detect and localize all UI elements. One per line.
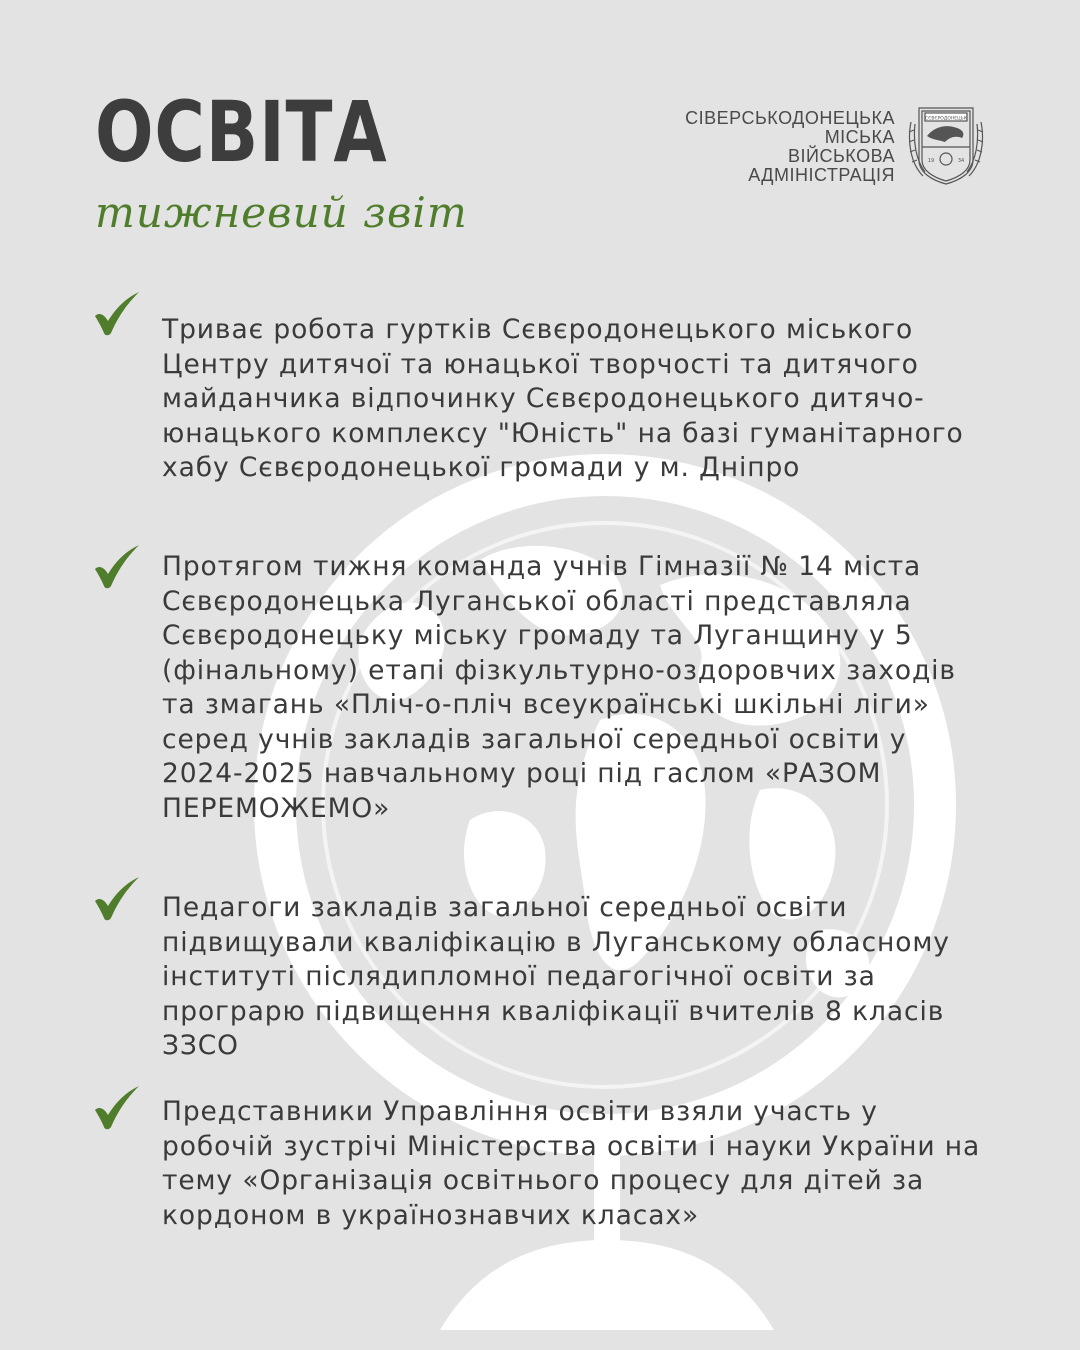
- checkmark-icon: [92, 290, 142, 336]
- emblem-year-left: 19: [927, 158, 935, 164]
- checkmark-icon: [92, 875, 142, 921]
- checkmark-icon: [92, 1084, 142, 1130]
- checkmark-icon: [92, 543, 142, 589]
- list-item-text: Педагоги закладів загальної середньої освіти підвищували кваліфікацію в Луганському обласному інституті післядипломної педагогічної освіти за програрю підвищення кваліфікації вчителів 8 класів ЗЗСО: [162, 892, 950, 1061]
- organization-name-line: СІВЕРСЬКОДОНЕЦЬКА: [685, 108, 895, 128]
- organization-name-line: АДМІНІСТРАЦІЯ: [748, 165, 895, 185]
- city-coat-of-arms-icon: [905, 102, 987, 188]
- list-item-text: Триває робота гуртків Сєвєродонецького міського Центру дитячої та юнацької творчості та дитячого майданчика відпочинку Сєвєродонецького дитячо-юнацького комплексу "Юність" на базі гуманітарного хабу Сєвєродонецької громади у м. Дніпро: [162, 314, 964, 483]
- list-item-text: Представники Управління освіти взяли участь у робочій зустрічі Міністерства освіти і науки України на тему «Організація освітнього процесу для дітей за кордоном в українознавчих класах»: [162, 1096, 981, 1231]
- list-item-text: Протягом тижня команда учнів Гімназії № 14 міста Сєвєродонецька Луганської області представляла Сєвєродонецьку міську громаду та Луганщину у 5 (фінальному) етапі фізкультурно-оздоровчих заходів та змагань «Пліч-о-пліч всеукраїнські шкільні ліги» серед учнів закладів загальної середньої освіти у 2024-2025 навчальному році під гаслом «РАЗОМ ПЕРЕМОЖЕМО»: [162, 551, 956, 824]
- page-subtitle: тижневий звіт: [95, 188, 468, 237]
- emblem-banner: СЄВЄРОДОНЕЦЬК: [925, 116, 967, 122]
- emblem-year-right: 34: [957, 158, 965, 164]
- organization-name-line: МІСЬКА: [824, 127, 895, 147]
- organization-name-line: ВІЙСЬКОВА: [788, 146, 895, 166]
- organization-name: [685, 109, 895, 185]
- page-title: ОСВІТА: [95, 83, 388, 181]
